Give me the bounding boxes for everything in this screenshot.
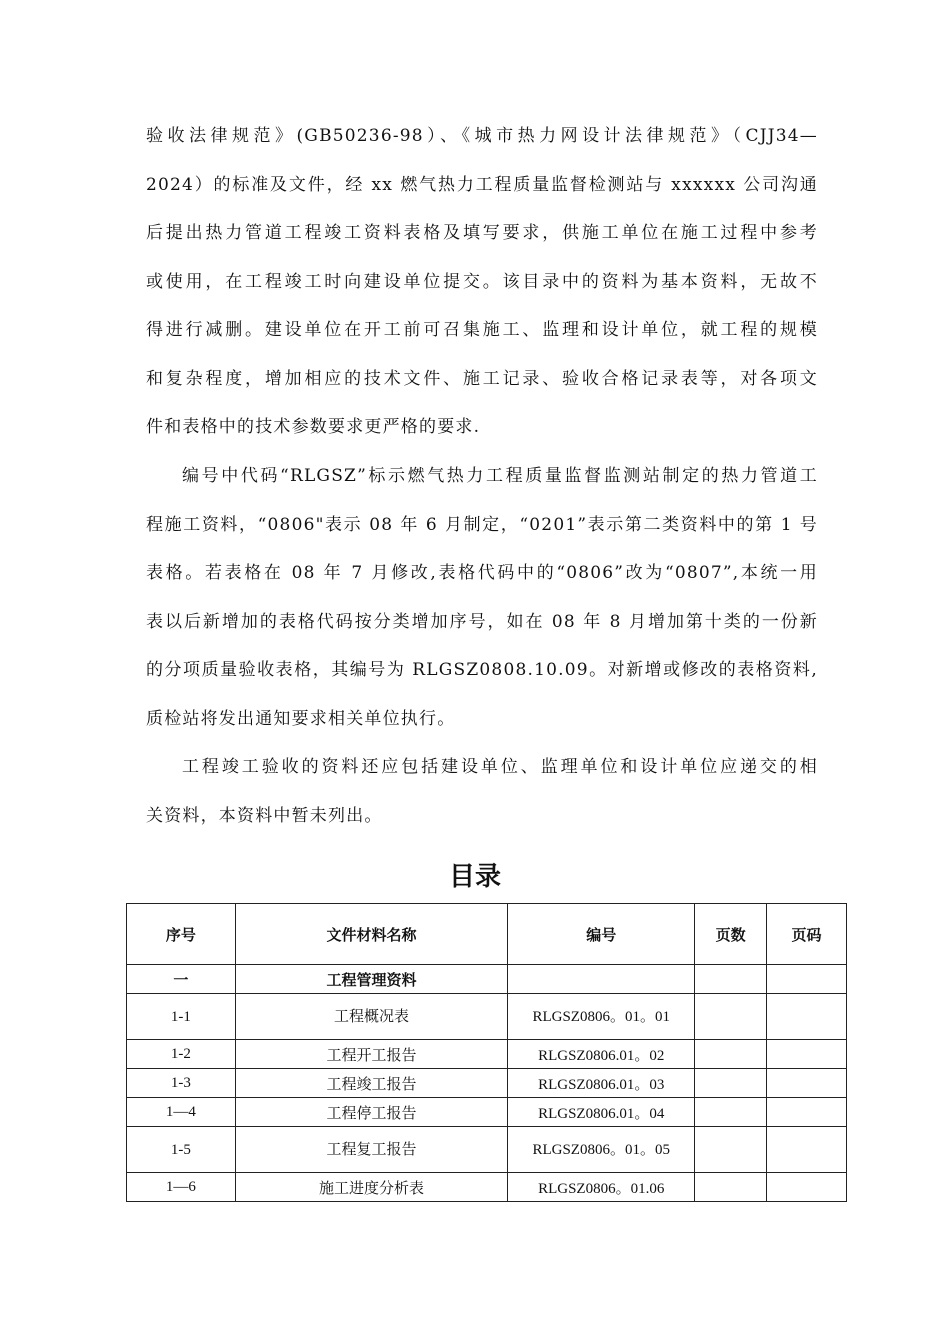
header-name: 文件材料名称 <box>235 904 507 965</box>
text-line: 质检站将发出通知要求相关单位执行。 <box>146 708 456 729</box>
row-number: 1-1 <box>127 994 236 1040</box>
closing-paragraph <box>146 743 818 840</box>
header-page-number: 页码 <box>767 904 847 965</box>
table-row <box>127 1127 847 1173</box>
text-line: 表格。若表格在 08 年 7 月修改,表格代码中的“0806”改为“0807”,本统一用 <box>146 563 818 583</box>
row-number: 1-3 <box>127 1069 236 1098</box>
text-line: 工程竣工验收的资料还应包括建设单位、监理单位和设计单位应递交的相 <box>182 757 818 777</box>
row-name: 工程停工报告 <box>235 1098 507 1127</box>
text-line: 表以后新增加的表格代码按分类增加序号，如在 08 年 8 月增加第十类的一份新 <box>146 611 818 632</box>
toc-table <box>126 903 847 1202</box>
row-name: 工程复工报告 <box>235 1127 507 1173</box>
table-row <box>127 1069 847 1098</box>
table-header-row <box>127 904 847 965</box>
toc-title: 目录 <box>448 862 501 892</box>
row-name: 施工进度分析表 <box>235 1173 507 1202</box>
row-code: RLGSZ0806。01.06 <box>508 1173 695 1202</box>
section-row <box>127 965 847 994</box>
text-line: 验收法律规范》(GB50236-98）、《城市热力网设计法律规范》（CJJ34— <box>146 126 818 146</box>
section-name: 工程管理资料 <box>235 965 507 994</box>
row-code: RLGSZ0806.01。03 <box>508 1069 695 1098</box>
row-code: RLGSZ0806。01。01 <box>532 1008 670 1025</box>
text-line: 编号中代码“RLGSZ”标示燃气热力工程质量监督监测站制定的热力管道工 <box>182 466 818 486</box>
table-row <box>127 994 847 1040</box>
row-name: 工程竣工报告 <box>235 1069 507 1098</box>
row-number: 1—4 <box>127 1098 236 1127</box>
row-name: 工程概况表 <box>235 994 507 1040</box>
text-line: 后提出热力管道工程竣工资料表格及填写要求，供施工单位在施工过程中参考 <box>146 223 818 243</box>
text-line: 程施工资料，“0806"表示 08 年 6 月制定，“0201”表示第二类资料中的第 1 号 <box>146 514 818 535</box>
table-row <box>127 1173 847 1202</box>
text-line: 关资料，本资料中暂未列出。 <box>146 805 383 826</box>
text-line: 得进行减删。建设单位在开工前可召集施工、监理和设计单位，就工程的规模 <box>146 320 818 340</box>
table-row <box>127 1040 847 1069</box>
text-line: 件和表格中的技术参数要求更严格的要求. <box>146 417 481 437</box>
row-name: 工程开工报告 <box>235 1040 507 1069</box>
row-code: RLGSZ0806.01。02 <box>508 1040 695 1069</box>
table-row <box>127 1098 847 1127</box>
section-number: 一 <box>127 965 236 994</box>
row-number: 1—6 <box>127 1173 236 1202</box>
text-line: 或使用，在工程竣工时向建设单位提交。该目录中的资料为基本资料，无故不 <box>146 271 818 292</box>
row-code: RLGSZ0806.01。04 <box>508 1098 695 1127</box>
header-page-count: 页数 <box>695 904 767 965</box>
code-paragraph <box>146 452 818 743</box>
text-line: 和复杂程度，增加相应的技术文件、施工记录、验收合格记录表等，对各项文 <box>146 368 818 389</box>
header-code: 编号 <box>508 904 695 965</box>
text-line: 的分项质量验收表格，其编号为 RLGSZ0808.10.09。对新增或修改的表格资料, <box>146 660 818 680</box>
header-serial: 序号 <box>127 904 236 965</box>
intro-paragraph <box>146 112 818 452</box>
row-code: RLGSZ0806。01。05 <box>532 1141 670 1158</box>
text-line: 2024）的标准及文件，经 xx 燃气热力工程质量监督检测站与 xxxxxx 公司沟通 <box>146 174 818 195</box>
row-number: 1-5 <box>127 1127 236 1173</box>
row-number: 1-2 <box>127 1040 236 1069</box>
